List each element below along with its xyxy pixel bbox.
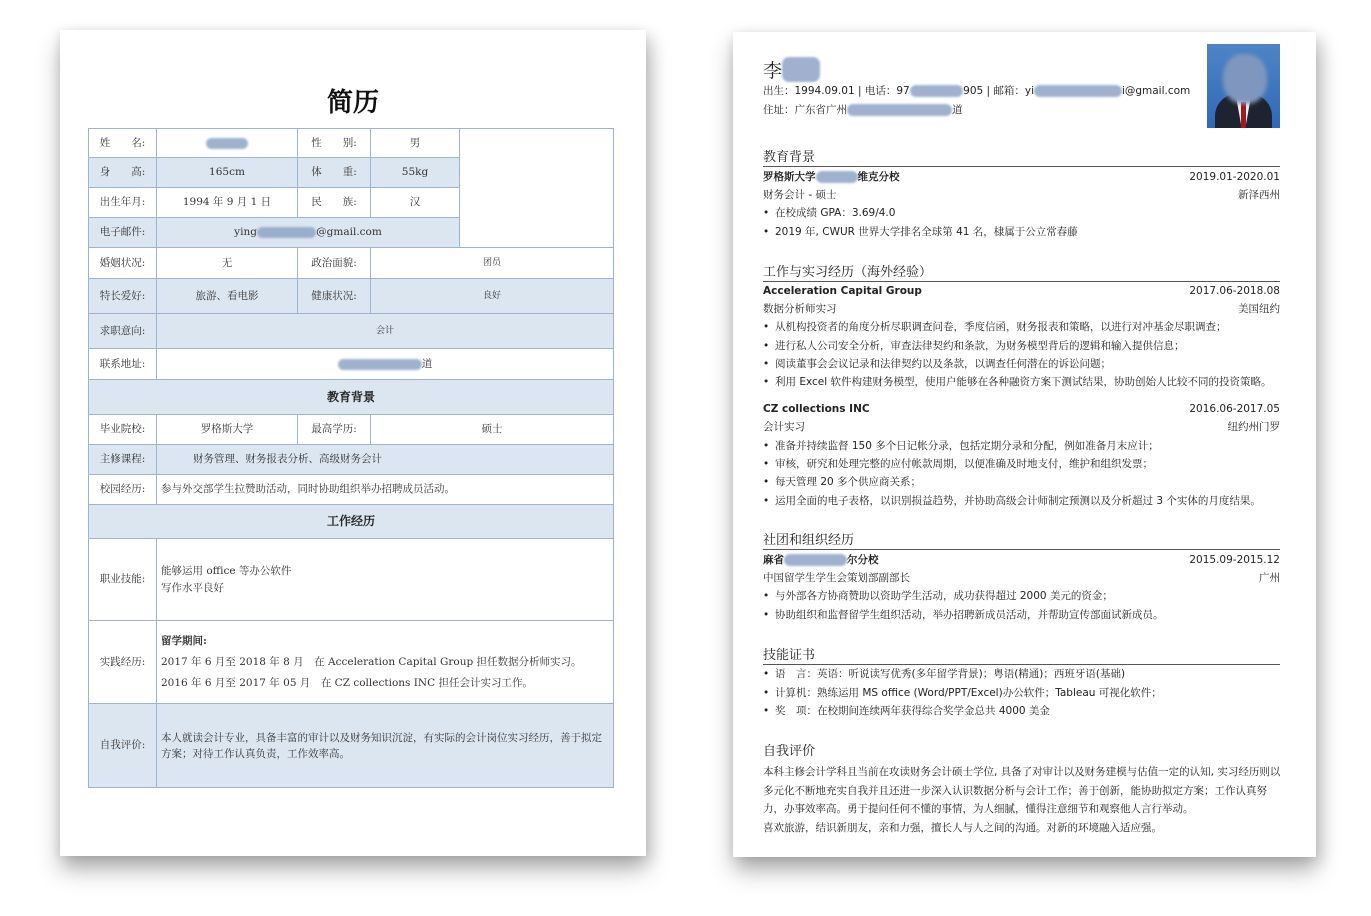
ethnicity-value: 汉 xyxy=(371,188,460,218)
job-bullet: • 利用 Excel 软件构建财务模型，使用户能够在各种融资方案下测试结果，协助创始人比较不同的投资策略。 xyxy=(763,375,1283,389)
resume-table xyxy=(88,128,614,788)
skills-bullet: • 计算机：熟练运用 MS office (Word/PPT/Excel)办公软件；Tableau 可视化软件； xyxy=(763,686,1283,700)
job-bullet: • 阅读董事会会议记录和法律契约以及条款，以调查任何潜在的诉讼问题； xyxy=(763,357,1283,371)
campus-value: 参与外交部学生拉赞助活动，同时协助组织举办招聘成员活动。 xyxy=(157,475,614,505)
education-section-title: 教育背景 xyxy=(89,380,614,415)
email-value: ying @gmail.com xyxy=(157,218,460,248)
org-bullet: • 协助组织和监督留学生组织活动，举办招聘新成员活动，并帮助宣传部面试新成员。 xyxy=(763,608,1283,622)
job-location: 美国纽约 xyxy=(1238,303,1280,315)
job-role-row: 会计实习 纽约州门罗 xyxy=(763,421,1280,433)
eval-label: 自我评价: xyxy=(89,704,157,788)
weight-value: 55kg xyxy=(371,158,460,188)
intent-label: 求职意向: xyxy=(89,314,157,349)
org-heading: 社团和组织经历 xyxy=(763,529,1280,550)
skills-bullet: • 奖 项：在校期间连续两年获得综合奖学金总共 4000 美金 xyxy=(763,704,1283,718)
job-bullet: • 进行私人公司安全分析，审查法律契约和条款，为财务模型背后的逻辑和输入提供信息； xyxy=(763,339,1283,353)
intent-value: 会计 xyxy=(157,314,614,349)
work-section-title: 工作经历 xyxy=(89,505,614,539)
org-name-row: 麻省 尔分校 2015.09-2015.12 xyxy=(763,554,1280,566)
work-heading: 工作与实习经历（海外经验） xyxy=(763,261,1280,282)
name-value xyxy=(157,129,298,158)
candidate-photo xyxy=(1207,44,1280,128)
school-value: 罗格斯大学 xyxy=(157,415,298,445)
health-value: 良好 xyxy=(371,279,614,314)
job-company-row: Acceleration Capital Group 2017.06-2018.08 xyxy=(763,285,1280,297)
org-location: 广州 xyxy=(1259,572,1280,584)
address-line: 住址：广东省广州 道 xyxy=(763,104,963,116)
job-dates: 2016.06-2017.05 xyxy=(1189,403,1280,415)
contact-line: 出生：1994.09.01 | 电话：97 905 | 邮箱：yi i@gmail.com xyxy=(763,85,1191,97)
skills-line: 写作水平良好 xyxy=(161,581,224,594)
job-company-row: CZ collections INC 2016.06-2017.05 xyxy=(763,403,1280,415)
ethnicity-label: 民 族: xyxy=(298,188,371,218)
job-bullet: • 准备并持续监督 150 多个日记帐分录，包括定期分录和分配，例如准备月末应计； xyxy=(763,439,1283,453)
org-dates: 2015.09-2015.12 xyxy=(1189,554,1280,566)
job-bullet: • 运用全面的电子表格，以识别损益趋势，并协助高级会计师制定预测以及分析超过 3 个实体的月度结果。 xyxy=(763,494,1283,508)
education-major-row: 财务会计 - 硕士 新泽西州 xyxy=(763,189,1280,201)
education-bullet: • 在校成绩 GPA：3.69/4.0 xyxy=(763,206,1283,220)
resume-title: 简历 xyxy=(326,88,379,118)
self-paragraph: 本科主修会计学科且当前在攻读财务会计硕士学位, 具备了对审计以及财务建模与估值一定的认知, 实习经历则以多元化不断地充实自我并且还进一步深入认识数据分析与会计工作；善于创新，能协助拟定方案；工作认真努力，办事效率高。勇于提问任何不懂的事情，为人细腻，懂得注意细节和观察他人言行举动。 喜欢旅游，结识新朋友，亲和力强，擅长人与人之间的沟通。对新的环境融入适应强。 xyxy=(763,766,1281,834)
self-heading: 自我评价 xyxy=(763,744,816,759)
eval-value: 本人就读会计专业，具备丰富的审计以及财务知识沉淀，有实际的会计岗位实习经历，善于拟定方案；对待工作认真负责，工作效率高。 xyxy=(157,704,614,788)
photo-box xyxy=(460,129,614,248)
education-dates: 2019.01-2020.01 xyxy=(1189,171,1280,183)
campus-label: 校园经历: xyxy=(89,475,157,505)
name-label: 姓 名: xyxy=(89,129,157,158)
hobby-value: 旅游、看电影 xyxy=(157,279,298,314)
height-value: 165cm xyxy=(157,158,298,188)
address-value: 道 xyxy=(157,349,614,380)
job-location: 纽约州门罗 xyxy=(1227,421,1280,433)
courses-value: 财务管理、财务报表分析、高级财务会计 xyxy=(157,445,614,475)
job-bullet: • 从机构投资者的角度分析尽职调查问卷，季度信函，财务报表和策略，以进行对冲基金尽职调查； xyxy=(763,320,1283,334)
skills-label: 职业技能: xyxy=(89,539,157,621)
job-dates: 2017.06-2018.08 xyxy=(1189,285,1280,297)
degree-label: 最高学历: xyxy=(298,415,371,445)
height-label: 身 高: xyxy=(89,158,157,188)
gender-label: 性 别: xyxy=(298,129,371,158)
practice-head: 留学期间: xyxy=(161,634,207,647)
practice-value xyxy=(157,621,614,704)
skills-heading: 技能证书 xyxy=(763,644,1280,665)
job-bullet: • 每天管理 20 多个供应商关系； xyxy=(763,475,1283,489)
gender-value: 男 xyxy=(371,129,460,158)
resume-page-table xyxy=(60,30,646,856)
skills-bullet: • 语 言：英语：听说读写优秀(多年留学背景)；粤语(精通)；西班牙语(基础) xyxy=(763,667,1283,681)
courses-label: 主修课程: xyxy=(89,445,157,475)
education-location: 新泽西州 xyxy=(1238,189,1280,201)
skills-line: 能够运用 office 等办公软件 xyxy=(161,564,292,577)
marital-label: 婚姻状况: xyxy=(89,248,157,279)
political-label: 政治面貌: xyxy=(298,248,371,279)
school-label: 毕业院校: xyxy=(89,415,157,445)
birth-value: 1994 年 9 月 1 日 xyxy=(157,188,298,218)
resume-page-modern xyxy=(733,32,1316,857)
email-label: 电子邮件: xyxy=(89,218,157,248)
practice-line: 2016 年 6 月至 2017 年 05 月 在 CZ collections INC 担任会计实习工作。 xyxy=(161,676,533,689)
org-bullet: • 与外部各方协商赞助以资助学生活动，成功获得超过 2000 美元的资金； xyxy=(763,589,1283,603)
marital-value: 无 xyxy=(157,248,298,279)
skills-value xyxy=(157,539,614,621)
birth-label: 出生年月: xyxy=(89,188,157,218)
job-role-row: 数据分析师实习 美国纽约 xyxy=(763,303,1280,315)
weight-label: 体 重: xyxy=(298,158,371,188)
candidate-name: 李 xyxy=(763,56,820,83)
education-heading: 教育背景 xyxy=(763,146,1280,167)
org-role-row: 中国留学生学生会策划部副部长 广州 xyxy=(763,572,1280,584)
degree-value: 硕士 xyxy=(371,415,614,445)
job-bullet: • 审核，研究和处理完整的应付帐款周期，以便准确及时地支付，维护和组织发票； xyxy=(763,457,1283,471)
practice-label: 实践经历: xyxy=(89,621,157,704)
education-bullet: • 2019 年, CWUR 世界大学排名全球第 41 名，棣属于公立常春藤 xyxy=(763,225,1283,239)
practice-line: 2017 年 6 月至 2018 年 8 月 在 Acceleration Capital Group 担任数据分析师实习。 xyxy=(161,655,582,668)
address-label: 联系地址: xyxy=(89,349,157,380)
health-label: 健康状况: xyxy=(298,279,371,314)
education-school-row: 罗格斯大学 维克分校 2019.01-2020.01 xyxy=(763,171,1280,183)
political-value: 团员 xyxy=(371,248,614,279)
hobby-label: 特长爱好: xyxy=(89,279,157,314)
